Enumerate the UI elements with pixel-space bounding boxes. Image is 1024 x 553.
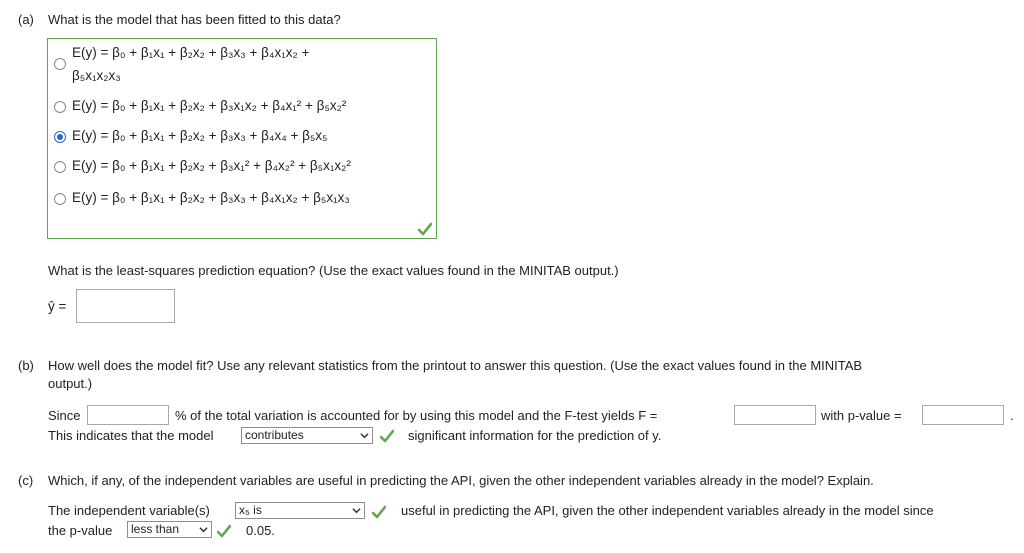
variable-select[interactable] <box>235 502 365 519</box>
option-3-radio[interactable] <box>54 131 66 143</box>
useful-text: useful in predicting the API, given the other independent variables already in the model since <box>401 503 934 518</box>
f-value-input[interactable] <box>734 405 816 425</box>
since-label: Since <box>48 408 81 423</box>
indep-text: The independent variable(s) <box>48 503 210 518</box>
check-icon <box>380 429 394 443</box>
option-5-equation[interactable] <box>72 190 350 205</box>
check-icon <box>217 524 231 538</box>
pct-variation-text: % of the total variation is accounted for by using this model and the F-test yields F = <box>175 408 658 423</box>
significant-text: significant information for the prediction of y. <box>408 428 662 443</box>
part-a-question: What is the model that has been fitted to this data? <box>48 12 341 27</box>
model-contributes-select[interactable] <box>241 427 373 444</box>
option-2-equation[interactable] <box>72 98 346 113</box>
option-3-line1: E(y) = β₀ + β₁x₁ + β₂x₂ + β₃x₃ + β₄x₄ + β₅x₅ <box>72 128 328 143</box>
part-b-question-line2: output.) <box>48 376 93 391</box>
option-5-radio[interactable] <box>54 193 66 205</box>
option-2-radio[interactable] <box>54 101 66 113</box>
option-5-line1: E(y) = β₀ + β₁x₁ + β₂x₂ + β₃x₃ + β₄x₁x₂ + β₅x₁x₃ <box>72 190 350 205</box>
check-icon <box>418 222 432 236</box>
option-1-equation[interactable] <box>72 45 309 60</box>
option-1-line2: β₅x₁x₂x₃ <box>72 68 121 83</box>
yhat-label: ŷ = <box>48 299 67 314</box>
part-c-letter: (c) <box>18 473 34 488</box>
part-c-question: Which, if any, of the independent variables are useful in predicting the API, given the other independent variables already in the model? Explain. <box>48 473 874 488</box>
chevron-down-icon <box>352 506 361 515</box>
r-squared-input[interactable] <box>87 405 169 425</box>
option-4-line1: E(y) = β₀ + β₁x₁ + β₂x₂ + β₃x₁² + β₄x₂² + β₅x₁x₂² <box>72 158 351 173</box>
option-1-line2-wrap <box>72 68 121 83</box>
chevron-down-icon <box>199 525 208 534</box>
prediction-prompt: What is the least-squares prediction equation? (Use the exact values found in the MINITAB output.) <box>48 263 619 278</box>
indicates-text: This indicates that the model <box>48 428 214 443</box>
option-1-line1: E(y) = β₀ + β₁x₁ + β₂x₂ + β₃x₃ + β₄x₁x₂ + <box>72 45 310 60</box>
model-contributes-value: contributes <box>245 428 304 442</box>
variable-select-value: x₅ is <box>239 503 262 517</box>
option-2-line1: E(y) = β₀ + β₁x₁ + β₂x₂ + β₃x₁x₂ + β₄x₁² + β₅x₂² <box>72 98 347 113</box>
threshold-text: 0.05. <box>246 523 275 538</box>
compare-select-value: less than <box>131 522 180 536</box>
period: . <box>1010 408 1014 423</box>
check-icon <box>372 505 386 519</box>
part-b-question-line1: How well does the model fit? Use any relevant statistics from the printout to answer this question. (Use the exact values found in the MINITAB <box>48 358 863 373</box>
option-1-radio[interactable] <box>54 58 66 70</box>
option-4-radio[interactable] <box>54 161 66 173</box>
compare-select[interactable] <box>127 521 212 538</box>
part-a-letter: (a) <box>18 12 34 27</box>
pvalue-text: with p-value = <box>821 408 902 423</box>
answer-box-a <box>47 38 437 239</box>
chevron-down-icon <box>360 431 369 440</box>
yhat-input[interactable] <box>76 289 175 323</box>
option-4-equation[interactable] <box>72 158 351 173</box>
pvalue-input[interactable] <box>922 405 1004 425</box>
option-3-equation[interactable] <box>72 128 328 143</box>
pvalue-label: the p-value <box>48 523 113 538</box>
part-b-letter: (b) <box>18 358 34 373</box>
